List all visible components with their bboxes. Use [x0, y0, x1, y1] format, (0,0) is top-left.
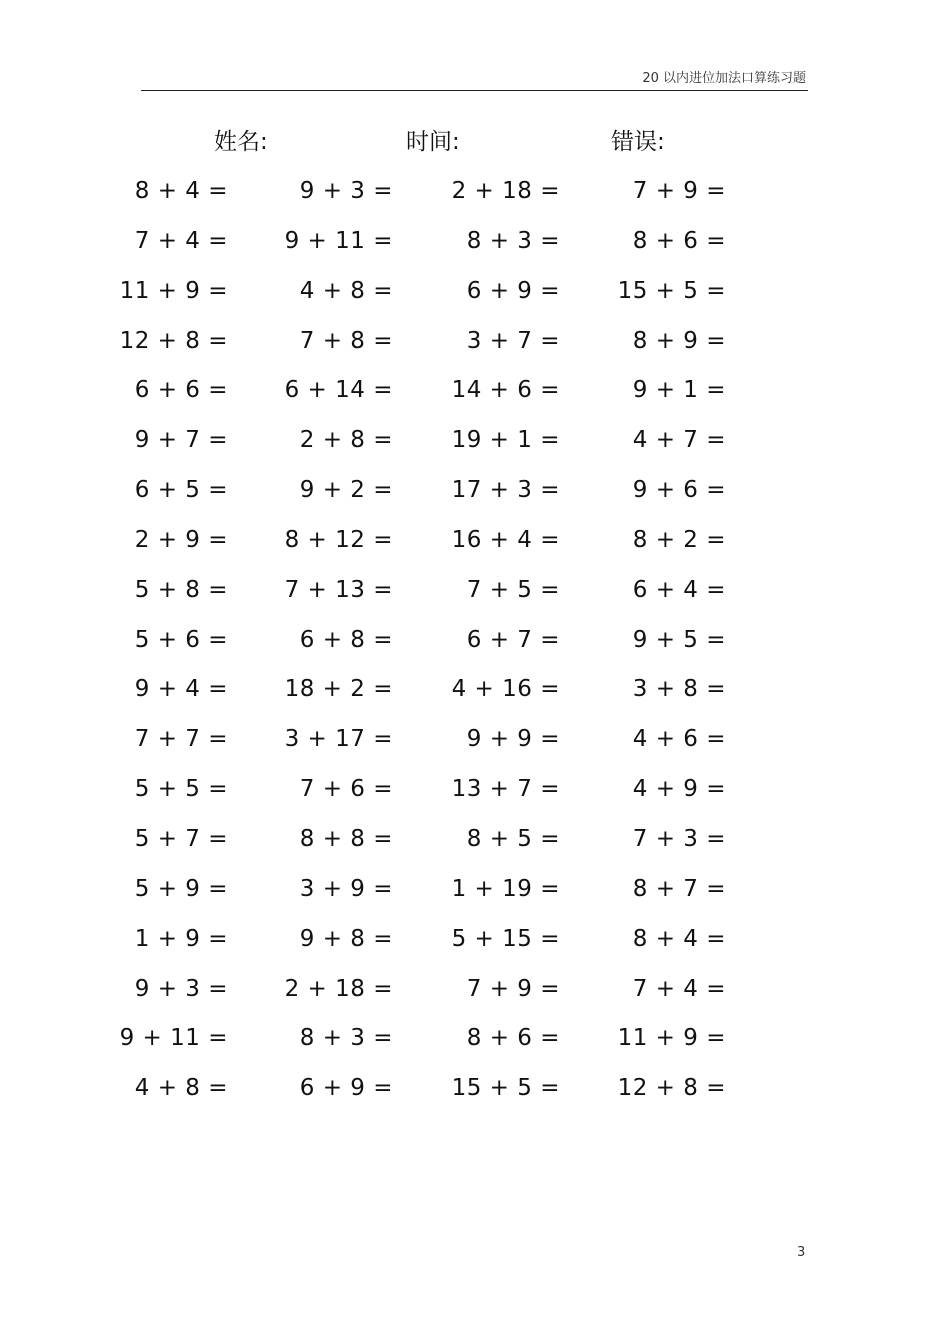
problem-row — [0, 1019, 950, 1069]
problem-row — [0, 770, 950, 820]
problem-item: 9 + 3 = — [299, 178, 393, 204]
problem-item: 9 + 6 = — [632, 477, 726, 504]
problem-item: 7 + 5 = — [466, 576, 560, 603]
problem-row — [0, 870, 950, 920]
name-label: 姓名: — [214, 129, 268, 155]
problem-item: 4 + 8 = — [134, 1075, 228, 1102]
problem-item: 9 + 3 = — [134, 975, 228, 1002]
problem-item: 14 + 6 = — [451, 377, 560, 404]
problem-row — [0, 970, 950, 1020]
problem-item: 6 + 9 = — [299, 1075, 393, 1102]
problem-item: 7 + 13 = — [284, 576, 393, 603]
problem-item: 1 + 9 = — [134, 925, 228, 952]
problem-item: 19 + 1 = — [451, 427, 560, 454]
problem-row — [0, 920, 950, 970]
problem-row — [0, 322, 950, 372]
problem-item: 12 + 8 = — [617, 1075, 726, 1102]
problem-item: 8 + 3 = — [466, 227, 560, 254]
problem-row — [0, 820, 950, 870]
problem-item: 8 + 7 = — [632, 875, 726, 902]
problem-item: 9 + 11 = — [119, 1025, 228, 1052]
problem-item: 7 + 9 = — [466, 975, 560, 1002]
problem-item: 5 + 5 = — [134, 776, 228, 803]
problem-item: 7 + 4 = — [134, 227, 228, 254]
problem-item: 16 + 4 = — [451, 526, 560, 553]
problem-item: 12 + 8 = — [119, 327, 228, 354]
problem-item: 5 + 8 = — [134, 576, 228, 603]
problem-item: 6 + 7 = — [466, 626, 560, 653]
problem-item: 8 + 6 = — [632, 227, 726, 254]
problem-item: 1 + 19 = — [451, 875, 560, 902]
problem-item: 9 + 9 = — [466, 726, 560, 753]
problem-item: 6 + 8 = — [299, 626, 393, 653]
page-header — [141, 62, 808, 91]
problem-item: 15 + 5 = — [617, 277, 726, 304]
problem-item: 11 + 9 = — [617, 1025, 726, 1052]
problem-item: 2 + 18 = — [284, 975, 393, 1002]
problem-item: 8 + 2 = — [632, 526, 726, 553]
problem-item: 4 + 16 = — [451, 676, 560, 703]
info-row — [0, 123, 950, 163]
problem-item: 8 + 12 = — [284, 526, 393, 553]
problem-item: 9 + 7 = — [134, 427, 228, 454]
problem-item: 5 + 15 = — [451, 925, 560, 952]
problem-item: 5 + 7 = — [134, 825, 228, 852]
problem-item: 8 + 9 = — [632, 327, 726, 354]
problem-item: 13 + 7 = — [451, 776, 560, 803]
problem-row — [0, 670, 950, 720]
problem-item: 4 + 6 = — [632, 726, 726, 753]
problem-row — [0, 222, 950, 272]
problem-item: 7 + 8 = — [299, 327, 393, 354]
problem-item: 8 + 8 = — [299, 825, 393, 852]
problem-row — [0, 1069, 950, 1119]
problem-row — [0, 720, 950, 770]
problem-item: 17 + 3 = — [451, 477, 560, 504]
problem-item: 7 + 9 = — [632, 178, 726, 204]
problem-item: 6 + 4 = — [632, 576, 726, 603]
problem-item: 9 + 5 = — [632, 626, 726, 653]
time-label: 时间: — [406, 129, 460, 155]
problem-item: 9 + 1 = — [632, 377, 726, 404]
problem-item: 3 + 8 = — [632, 676, 726, 703]
problem-item: 4 + 8 = — [299, 277, 393, 304]
problem-item: 8 + 6 = — [466, 1025, 560, 1052]
problem-item: 5 + 9 = — [134, 875, 228, 902]
problem-grid — [0, 172, 950, 1119]
problem-item: 18 + 2 = — [284, 676, 393, 703]
header-title: 20 以内进位加法口算练习题 — [642, 71, 806, 86]
error-label: 错误: — [611, 129, 665, 155]
problem-item: 8 + 4 = — [632, 925, 726, 952]
problem-item: 9 + 8 = — [299, 925, 393, 952]
problem-item: 7 + 4 = — [632, 975, 726, 1002]
problem-row — [0, 172, 950, 222]
problem-row — [0, 571, 950, 621]
problem-item: 11 + 9 = — [119, 277, 228, 304]
problem-item: 2 + 8 = — [299, 427, 393, 454]
problem-item: 8 + 3 = — [299, 1025, 393, 1052]
problem-item: 7 + 7 = — [134, 726, 228, 753]
problem-item: 6 + 9 = — [466, 277, 560, 304]
problem-item: 9 + 11 = — [284, 227, 393, 254]
problem-row — [0, 471, 950, 521]
problem-item: 15 + 5 = — [451, 1075, 560, 1102]
problem-item: 7 + 3 = — [632, 825, 726, 852]
problem-item: 7 + 6 = — [299, 776, 393, 803]
problem-item: 6 + 14 = — [284, 377, 393, 404]
problem-item: 4 + 7 = — [632, 427, 726, 454]
problem-row — [0, 521, 950, 571]
problem-item: 3 + 9 = — [299, 875, 393, 902]
problem-item: 6 + 6 = — [134, 377, 228, 404]
problem-row — [0, 272, 950, 322]
problem-item: 2 + 18 = — [451, 178, 560, 204]
problem-item: 5 + 6 = — [134, 626, 228, 653]
page-number: 3 — [797, 1245, 806, 1260]
problem-item: 3 + 7 = — [466, 327, 560, 354]
problem-item: 8 + 4 = — [134, 178, 228, 204]
problem-item: 3 + 17 = — [284, 726, 393, 753]
problem-item: 6 + 5 = — [134, 477, 228, 504]
problem-item: 8 + 5 = — [466, 825, 560, 852]
problem-item: 2 + 9 = — [134, 526, 228, 553]
problem-row — [0, 371, 950, 421]
problem-row — [0, 421, 950, 471]
problem-item: 9 + 2 = — [299, 477, 393, 504]
problem-item: 9 + 4 = — [134, 676, 228, 703]
problem-row — [0, 621, 950, 671]
problem-item: 4 + 9 = — [632, 776, 726, 803]
